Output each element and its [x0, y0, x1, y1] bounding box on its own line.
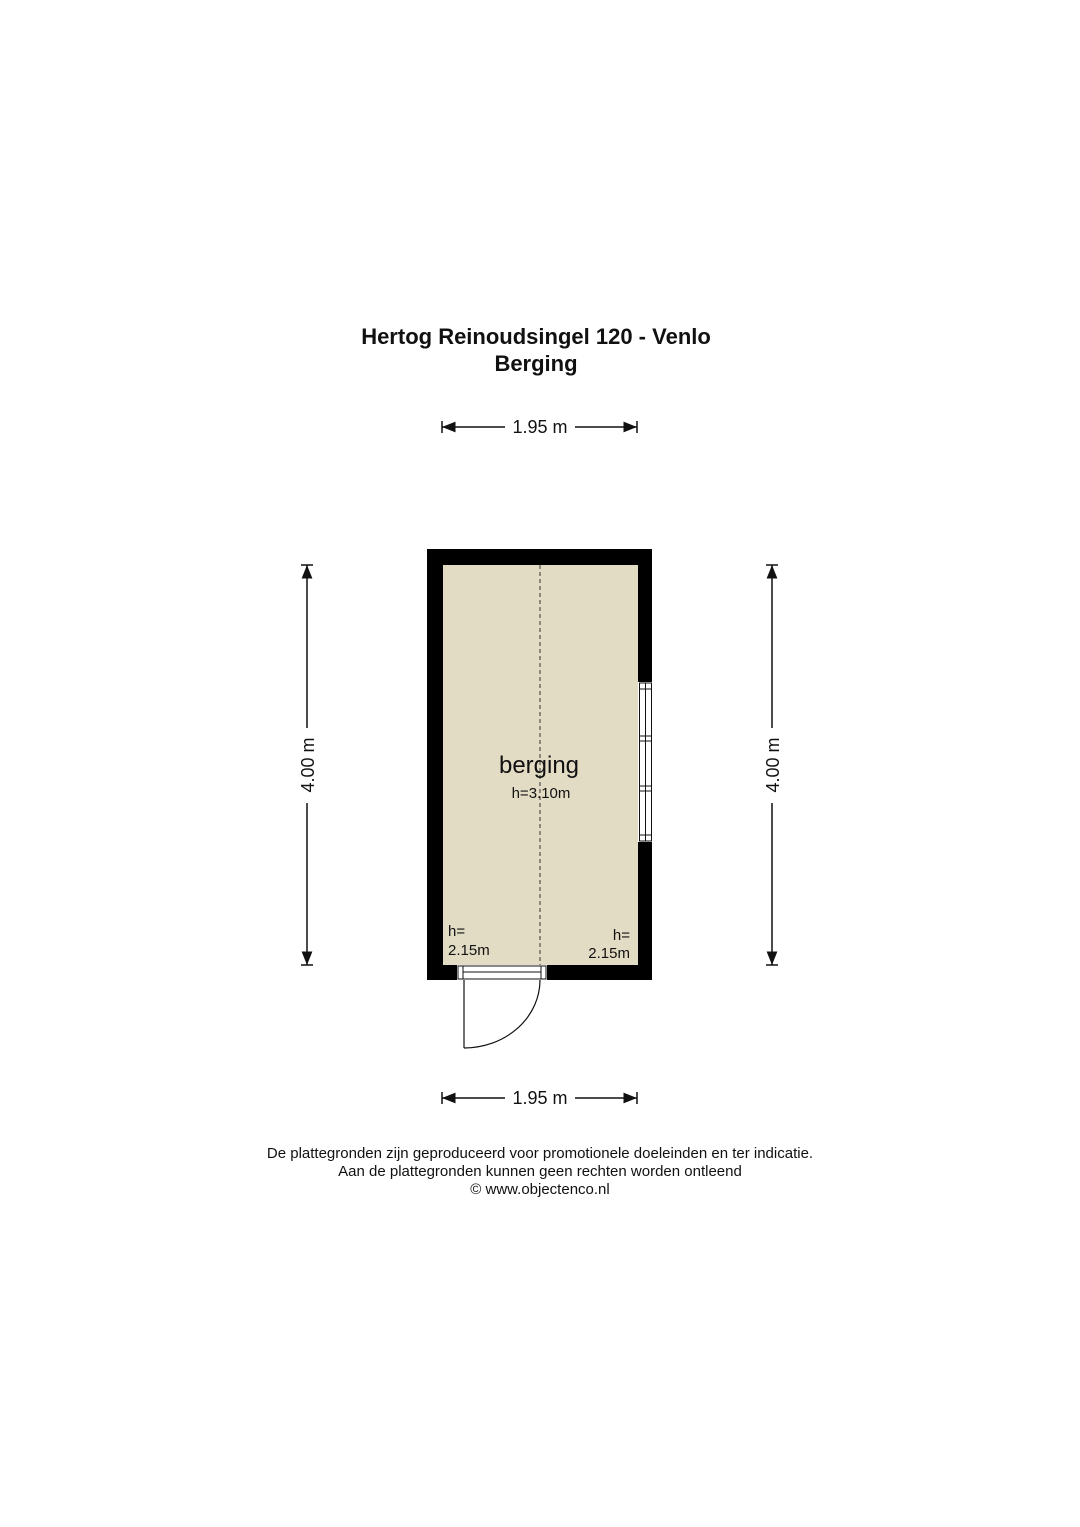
disclaimer-line-2: Aan de plattegronden kunnen geen rechten worden ontleend: [338, 1163, 742, 1180]
right-height-label: 4.00 m: [763, 737, 783, 793]
top-width-label: 1.95 m: [512, 417, 568, 437]
page-subtitle: Berging: [494, 351, 578, 376]
bottom-width-dimension: [442, 1088, 637, 1108]
room-height: h=3.10m: [511, 785, 571, 802]
right-window: [638, 682, 653, 842]
left-corner-height-prefix: h=: [448, 923, 466, 940]
left-height-dimension: [298, 565, 318, 965]
right-height-dimension: [763, 565, 783, 965]
page-title: Hertog Reinoudsingel 120 - Venlo: [361, 324, 711, 349]
bottom-width-label: 1.95 m: [512, 1088, 568, 1108]
left-corner-height-value: 2.15m: [448, 942, 490, 959]
disclaimer-line-1: De plattegronden zijn geproduceerd voor promotionele doeleinden en ter indicatie.: [266, 1145, 814, 1162]
copyright-line: © www.objectenco.nl: [470, 1181, 610, 1198]
left-height-label: 4.00 m: [298, 737, 318, 793]
disclaimer: [0, 1145, 1080, 1199]
right-corner-height-value: 2.15m: [588, 945, 630, 962]
room-berging: [427, 549, 653, 1048]
door: [457, 965, 547, 1048]
room-name: berging: [498, 752, 580, 779]
right-corner-height-prefix: h=: [612, 927, 630, 944]
top-width-dimension: [442, 417, 637, 437]
